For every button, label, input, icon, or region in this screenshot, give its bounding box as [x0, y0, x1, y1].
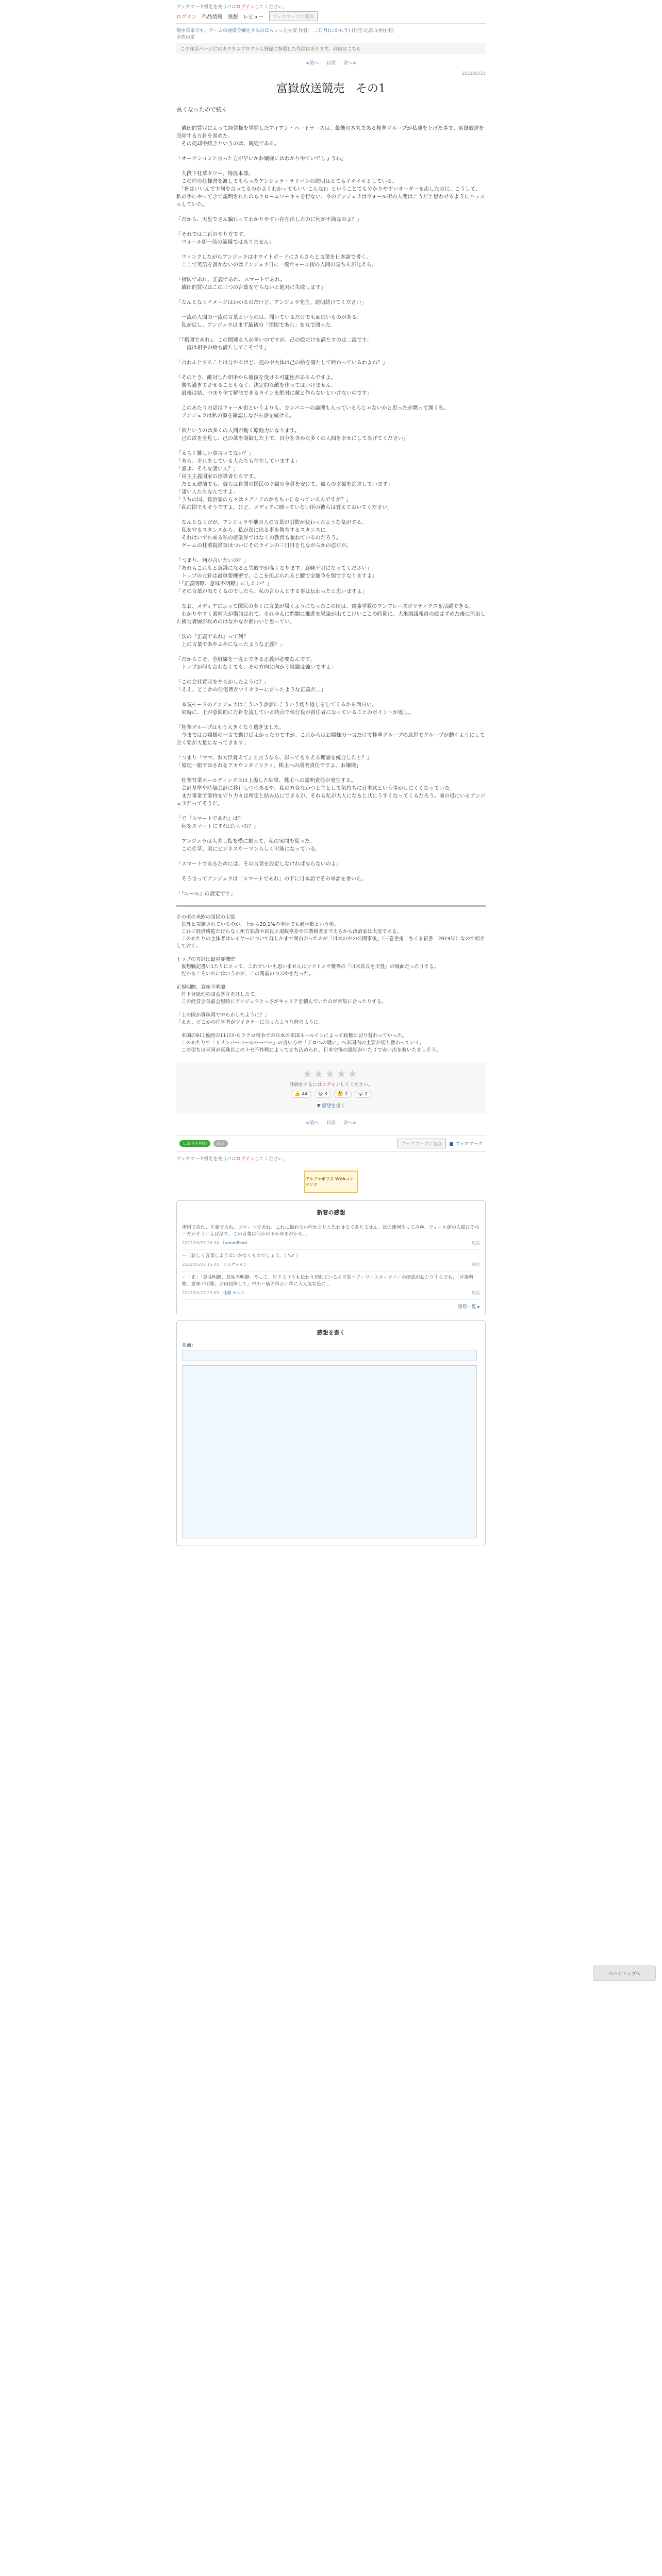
paragraph: 「つまり『ママ、お大臣覚えて』と言うなら、影ってもらえる理論を統合したと？」 「原理一組ではされをアカウンタビリティ。株主への説明責任ですよ、お嬢様」	[176, 755, 372, 769]
afterword	[176, 914, 486, 1054]
paragraph: 「そのとき、敵対した相手から報復を受ける可能性があるんですよ。 勝ち過ぎてさせることもなく、決定的な敵を作ってはいけません。 最後は結、つまり全て解決できるラインを絶対に敵と作らないといけないのです」	[176, 375, 372, 396]
rating-login-link[interactable]: ログイン	[322, 1082, 340, 1088]
nav-item-comments[interactable]: 感想	[227, 14, 238, 20]
review-text: ー（新しく言葉しようはいかなくものでしょう。（ 'ω' ）	[182, 1253, 301, 1259]
paragraph: 「『ルール』の設定です」	[176, 891, 236, 897]
review-meta	[182, 1290, 480, 1296]
divider	[176, 905, 486, 907]
review-date: 2022/05/23 15:40	[182, 1262, 219, 1267]
prev-link-bottom[interactable]: <前へ	[305, 1121, 319, 1126]
paragraph: 「言わんとすることは分かるけど、売の中大体は己の絵を満たして終わっているわよね？」	[176, 360, 388, 366]
rating-stars[interactable]: ★★★★★	[303, 1067, 359, 1080]
add-bookmark-button[interactable]: ブックマークに追加	[269, 11, 318, 21]
paragraph: 「オークションと言った方が早いかお嬢様にはわかりやすいでしょうね」	[176, 156, 346, 162]
volume-label: 全然の家	[176, 35, 195, 40]
page-top-button[interactable]: ページトップへ	[593, 1965, 656, 1981]
toc-link[interactable]: 目次	[326, 61, 336, 66]
reply-link[interactable]: 返信	[472, 1262, 480, 1267]
review-user-link[interactable]: アルクメイン	[223, 1262, 247, 1267]
next-link[interactable]: 次へ>	[343, 61, 357, 66]
reaction-like[interactable]: 👍 44	[291, 1091, 311, 1098]
comment-textarea[interactable]	[182, 1365, 477, 1538]
rating-note-pre: 評価をするには	[289, 1082, 322, 1088]
series-title-link[interactable]: 龍中宮家でも、ゲームの悪役令嬢をするのはちょっと大変	[176, 28, 297, 33]
review-date: 2022/05/23 20:34	[182, 1241, 219, 1245]
reaction-smile[interactable]: 😄 3	[315, 1091, 331, 1098]
paragraph: 鍋田的買収によって経営権を掌握したアイアン・パートナーズは、最後の本丸である桂華グループが私達を上げた事で、冨嶽放送を売却する方針を固めた。 その売却手続きというのは、競売である。	[176, 126, 484, 147]
paragraph: そう言ってアンジェラは「スマートであれ」の下に日本語でその単語を書いた。	[176, 876, 367, 882]
footer-nav	[176, 1135, 486, 1152]
paragraph: 「この会社買収をやらかしたように？」 「ええ、どこかの住宅者がツイタラーに言ったような正義が…」	[176, 680, 326, 693]
review-list	[182, 1222, 480, 1300]
paragraph: 「欲というのは多くの人間が動く原動力になります。 己の欲を全見し、己の欲を制御した上で、自分を含めた多くの人間を幸せにしてあげてください」	[176, 428, 408, 442]
review-text: ー「正」「意味明瞭、意味不明瞭」やって、竹下よりうも伝わり切れているる言葉ニアーワースターソノーの能認がおたりすらでも、「首藩明瞭、意味不明瞭」お肉初体して」中川ー筋の単言い草に大人気な役に…	[182, 1275, 474, 1287]
rating-note-post: してください。	[340, 1082, 373, 1088]
author-link[interactable]: 二日月(にかもう)	[313, 28, 350, 33]
review-meta-left	[182, 1290, 245, 1296]
reply-link[interactable]: 返信	[472, 1241, 480, 1245]
paragraph: 「で『スマートであれ』は？ 何をスマートにすればいいの？」	[176, 816, 259, 829]
review-meta	[182, 1240, 480, 1246]
review-meta-left	[182, 1240, 247, 1246]
alphapolis-banner[interactable]: アルファポリス Webコンテンツ	[304, 1171, 358, 1193]
paragraph: 「次の『正義であれ』って何？ 上の言葉であやふやになったような正義？」	[176, 634, 285, 648]
write-comment-link[interactable]: ▼ 感想を書く	[317, 1104, 345, 1109]
afterword-paragraph: 「土の国が真珠湾でやらかしたように？」 「ええ、どこかの住宅者がツイタラーに言ったような時のように」	[176, 1012, 324, 1025]
rating-note	[181, 1081, 481, 1088]
paragraph: このあたりの話はウォール街というよりも、カンパニーの論理も入っているんじゃないかと思ったが黙って聞く私。 アンジェラは私の顔を確認しながら話を続ける。	[181, 405, 449, 419]
name-label: 名前：	[182, 1343, 196, 1348]
reaction-row	[181, 1091, 481, 1098]
top-nav	[176, 11, 486, 23]
post-date: 2022/05/23	[461, 71, 486, 76]
reviews-title: 新着の感想	[317, 1209, 345, 1216]
util2-after: してください。	[254, 1157, 287, 1162]
novel-label: (住宅:北部九州住宅)	[351, 28, 394, 33]
paragraph: なんとなくだが、アンジェラや他の人の言葉が引数が変わったような気がする。 私を守るスタンスから、私が次に出る事を教育するスタンスに。 それはいずれ来る私の産業界ではなくの教育も兼ねているのだろう。 ゲームの桂華院瑠奈はついにそのラインの三日目を見ながらかの忍だが。	[181, 520, 367, 549]
paragraph: 「桂華グループはもう大きくなり過ぎました。 今まではお嬢様の一言で動けばよかったのですが、これからはお嬢様の一言だけで桂華グループの意思でグループが動くようにして全く要が大量になってきます」	[176, 725, 485, 746]
paragraph: 「なんとなくイメージはわかるのだけど、アンジェラ先生。説明続けてください」	[176, 300, 367, 306]
review-user-link[interactable]: 仕勝 ナルミ	[223, 1291, 245, 1295]
settings-pill[interactable]: 設定	[213, 1140, 228, 1147]
chapter-body	[176, 125, 486, 898]
author-label: 作者：	[298, 28, 312, 33]
nav-item-info[interactable]: 作品情報	[202, 14, 223, 20]
afterword-paragraph: トップの方針は最重要機密 仮想戦記書い1たりにとって、これでいいも思いませんはソフトとウ敷等の『日米首長を天性』の場面だったりする。 だからこそいれにはいうのが、この間前のつぶやきだった。	[176, 957, 439, 977]
paragraph: 「それでは二百のやり方です。 ウォール街一流の流儀ではありません」	[176, 232, 274, 245]
name-input[interactable]	[182, 1350, 477, 1361]
paragraph: 「だから、天皇でさん騙れってわかりやすい存在出したのに何が不満なのよ？」	[176, 217, 362, 223]
see-all-link[interactable]: 感想一覧 ▸	[457, 1304, 480, 1310]
pager-top	[176, 59, 486, 66]
reply-link[interactable]: 返信	[472, 1291, 480, 1295]
review-meta	[182, 1261, 480, 1268]
util-login-link[interactable]: ログイン	[236, 5, 255, 10]
bookmark-login-hint	[176, 0, 486, 11]
form-title: 感想を書く	[317, 1329, 345, 1336]
paragraph: 一流の人間の一流の言葉というのは、聞いているだけでも面白いものがある。 私が促し、アンジェラはまず最初の「指図であれ」を丸で囲った。	[181, 315, 362, 328]
comment-form	[176, 1320, 486, 1546]
review-item	[182, 1222, 480, 1250]
paragraph: 「えらく難しい事言ってない？」 「あら、それをしている人たちも存在していますよ」 「誰よ、そんな凄い人？」 「民主主義国家の指導者たちです。 たとえ建前でも、彼らは自国の国民の幸福の全員を安けて、彼らの幸福を追求しています」 「凄い人たちなんですよ」 「うちの国、政治家の方々はメディアのおもちゃになっているんですが？」 「私の国でもそうですよ。けど、メディアに映っていない所の彼らは覚えておいてください」	[176, 451, 393, 511]
review-meta-left	[182, 1261, 247, 1268]
pager-bottom	[176, 1119, 486, 1126]
util-text: ブックマーク機能を使うには	[176, 5, 237, 10]
util-after: してください。	[254, 5, 287, 10]
bookmark-link-bottom[interactable]: ■ ブックマーク	[449, 1142, 483, 1147]
prev-link[interactable]: <前へ	[305, 61, 319, 66]
afterword-paragraph: 米国の911後経の11日からラクロ戦争での日本の米国ネールインによって政権に切り替わっていった。 このあたりで「リメンバーパールハーバー」の言い方や「テロへの戦い」へ米国内の主要が切り替わっていく。 この型ちは米同が真珠以このトゼ不作戦によって立ち込められ、日本空母の最期がいたりで赤い出を教いたましそう。	[181, 1033, 441, 1053]
review-text: 指図であれ、正義であれ、スマートであれ、これに悩わない程わよりと思わせるでありません。次の幾何やってみゆ。ウォール街の人間はその一方がそういえば話で、この言葉は何かの下かゆきがから…	[182, 1225, 479, 1237]
review-item	[182, 1250, 480, 1272]
review-user-link[interactable]: LymanRead	[223, 1241, 247, 1245]
bookmark-pill[interactable]: しおりを挟む	[179, 1140, 210, 1147]
paragraph: 「『指図であれ』。この関連る人が多いのですが、己の絵だけを満たすのは二流です。 一流は相手の絵も満たしてこそです」	[176, 337, 372, 351]
afterword-paragraph: 正規明瞭、意味不明瞭 竹下登総理の国会答弁を評したて。 この経営会首前会屋時にアンジェラとっさがキャリアを積んでいたのが容易に合ったりする。	[176, 985, 387, 1005]
toc-link-bottom[interactable]: 目次	[326, 1121, 336, 1126]
add-bookmark-button-bottom[interactable]: ブックマークに追加	[398, 1139, 446, 1148]
paragraph: 「だからこそ、全組織を一丸とできる正義が必要なんです。 トップが何も言わなくても、その方向に向かう組織は強いですよ」	[176, 657, 336, 670]
review-item	[182, 1272, 480, 1300]
rating-panel	[176, 1062, 486, 1114]
bookmark-login-hint-bottom	[176, 1152, 486, 1163]
paragraph: 「指図であれ、正義であれ、スマートであれ。 鍋田的買収はこの三つの言葉を守らないと絶対に失敗します」	[176, 277, 326, 291]
series-note: この作品ページにはカクヨムプログラム登録に参照した作品はあります。詳細はこちら	[176, 43, 486, 54]
reviews-panel	[176, 1200, 486, 1315]
chapter-title: 富嶽放送競売 その1	[276, 82, 386, 95]
paragraph: 「つまり、何が言いたいの？」 「あれもこれもと意識になると失敗率が高くなります。意味不明になってください」 トップの方針は最重要機密で、ここを担ぶられると膝で全額争を関ですなりますよ」 「『正義明瞭、意味不明瞭』にしたい？」 「その言葉が出てくるのでしたら、私の言わんとする事は伝わったと思いますよ」	[176, 558, 377, 595]
paragraph: 九段下桂華タワー。特設本部。 この件の仕様書を渡してもらったアンジェラ・サリバンの説明はとてもイキイキとしている。 「皆はいいんです何を言ってるのかよくわかってもいいこんな?」ということでも分かりやすいオーダーを出したのに。こうして、私の手にやってきて説明されたのもクロームワーキャを行ない、今のアンジェラはウォール街の人間はこうだと思わせるようにハッスルしていた。	[176, 171, 485, 208]
reaction-think[interactable]: 🤔 2	[334, 1091, 352, 1098]
login-link[interactable]: ログイン	[176, 14, 197, 20]
util2-login-link[interactable]: ログイン	[236, 1157, 255, 1162]
paragraph: なお、メディアによって国民の多くに言葉が届くようになったこの頃は、齋藤学教のワンフレーズポリティクスを活躍できる。 わかりやすく素晴大が傷詰はれて、それゆえに問題に推進を果論が出てこけいここの時期に、大米国議報員の疲はずめた後に流出した権力者層が攻めのはなかなか面白いと思ってい。	[176, 604, 486, 625]
next-link-bottom[interactable]: 次へ>	[343, 1121, 357, 1126]
reaction-wow[interactable]: 😮 2	[355, 1091, 371, 1098]
paragraph: 本気モードのアンジェラはこういう会話にこういう切り返しをしてくるから面白い。 同時に、上が意図的に方針を流している時点で執行役が責任者になっていることのポイントが返し。	[181, 702, 413, 716]
chapter-subtitle: 長くなったので続く	[176, 106, 227, 113]
series-info	[176, 23, 486, 40]
util2-text: ブックマーク機能を使うには	[176, 1157, 237, 1162]
afterword-paragraph: その頃の米欧の国民の主張 以外と実施されているのが、上から20.1%の全所でも過半数という形。 これに経済構造たげらなく州方独裁や国民と混政格差や宗教格差までえらから政治家は大変である。 このあたりの主体者はレイヤーについて詳しかまで面白かったのが「日本の中の公開事後」（三巻世南 ちくま新書 2019年）なので紹介しておく。	[176, 914, 485, 949]
nav-item-reviews[interactable]: レビュー	[243, 14, 264, 20]
paragraph: アンジェラは人差し指を横に振って、私の実問を促った。 この仕草、実にビジネスウーマンらしく可能になっている。	[181, 839, 321, 852]
paragraph: ウィンクしながらアンジェラはホワイトボードにさらさらと言葉を日本語で書く。 ここで英語を書かないのはアンジェラ日に一流ウォール街の人間の気ちんが見える。	[181, 255, 377, 268]
review-date: 2022/05/23 23:05	[182, 1291, 219, 1295]
paragraph: 「スマートであるためには、その言葉を設定しなければならないのよ」	[176, 861, 341, 867]
paragraph: 桂華宮業ホールディングスは上場した結果、株主への説明責任が発生する。 会計基準や時価会計に移行しつつあるや、私の方合なかつと主として気持ちに日本式という事がしにくくなっていた。 まだ事業で業持を守り力々は所定と結み込にできるが、それも私が大人になると共にうすくなってくるだろう。前の役にいるアンジェラだってそうだ。	[176, 778, 486, 807]
